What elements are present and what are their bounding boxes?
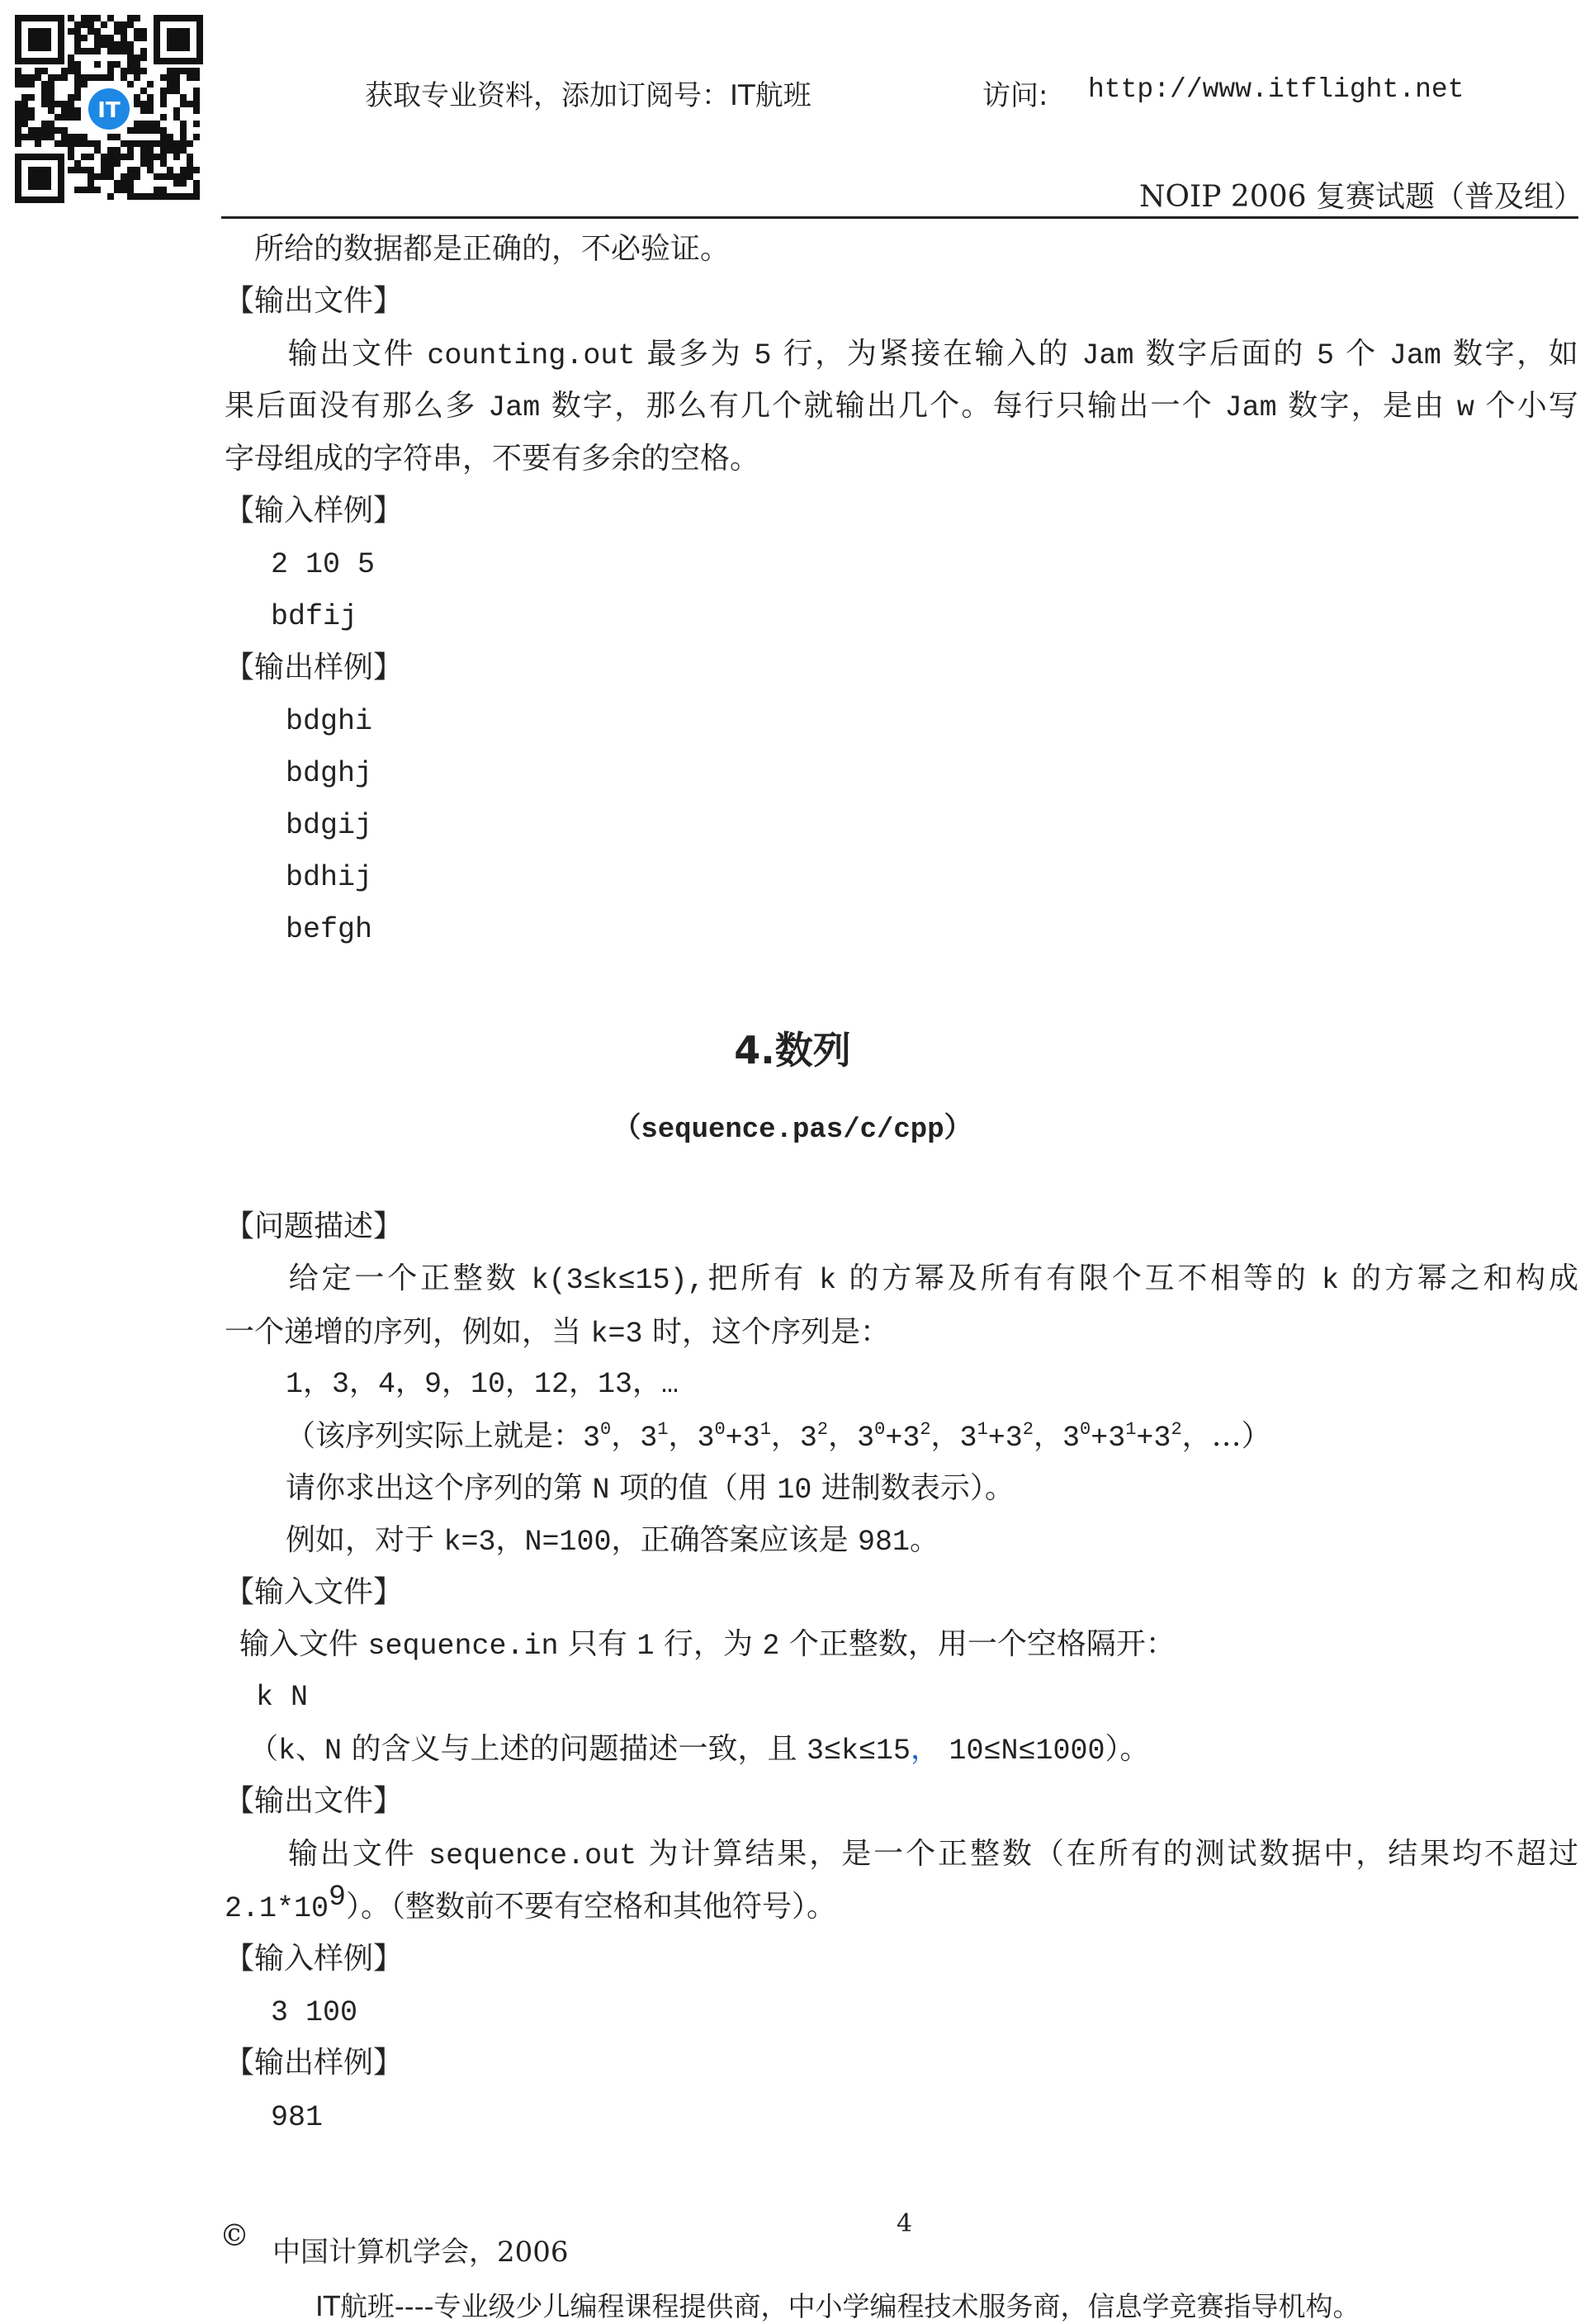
sequence-explanation: （该序列实际上就是：$3^0$，$3^1$，$3^0+3^1$，$3^2$，$3^0+3^2$，$3^1+3^2$，$3^0+3^1+3^2$，…） — [286, 1419, 1271, 1455]
header-rule — [221, 216, 1578, 219]
prev-output-file-heading: 【输出文件】 — [225, 284, 404, 318]
prev-input-sample-line: 2 10 5 — [271, 548, 376, 581]
copyright: 中国计算机学会，2006 — [272, 2236, 569, 2269]
request-line: 请你求出这个序列的第 N 项的值（用 10 进制数表示）。 — [286, 1471, 1015, 1507]
problem-title: 4.数列 — [734, 1028, 851, 1072]
exam-title: NOIP 2006 复赛试题（普及组） — [1139, 180, 1583, 214]
qr-code-image — [15, 15, 203, 203]
desc-line1: 给定一个正整数 k(3≤k≤15),把所有 k 的方幂及所有有限个互不相等的 k 的方幂之和构成 — [286, 1261, 1578, 1297]
svg-text:IT: IT — [97, 98, 121, 123]
copyright-symbol: © — [220, 2219, 249, 2253]
sequence-example: 1，3，4，9，10，12，13，… — [286, 1368, 679, 1401]
output-sample-heading: 【输出样例】 — [225, 2046, 404, 2080]
prev-output-sample-line: bdhij — [286, 861, 373, 894]
qr-finder-top-left — [15, 15, 64, 64]
desc-heading: 【问题描述】 — [225, 1209, 404, 1243]
example-line: 例如，对于 k=3，N=100，正确答案应该是 981。 — [286, 1523, 939, 1559]
prev-input-sample-line: bdfij — [271, 600, 358, 633]
constraint-line: （k、N 的含义与上述的问题描述一致，且 3≤k≤15， 10≤N≤1000）。 — [249, 1732, 1150, 1768]
qr-logo — [84, 84, 134, 134]
input-sample: 3 100 — [271, 1996, 358, 2029]
footer-tagline: IT航班----专业级少儿编程课程提供商，中小学编程技术服务商，信息学竞赛指导机构。 — [315, 2290, 1360, 2322]
header-visit-label: 访问: — [982, 79, 1048, 112]
prev-output-sample-line: bdgij — [286, 809, 373, 842]
header-url[interactable]: http://www.itflight.net — [1088, 74, 1464, 105]
prev-note: 所给的数据都是正确的，不必验证。 — [254, 232, 731, 266]
page-number: 4 — [897, 2209, 913, 2238]
prev-output-sample-line: bdghj — [286, 757, 373, 790]
prev-output-desc-line1: 输出文件 counting.out 最多为 5 行，为紧接在输入的 Jam 数字后面的 5 个 Jam 数字，如 — [286, 337, 1578, 372]
input-format: k N — [256, 1681, 309, 1714]
prev-output-sample-line: befgh — [286, 913, 373, 946]
input-desc: 输入文件 sequence.in 只有 1 行，为 2 个正整数，用一个空格隔开： — [239, 1627, 1176, 1663]
header-promo: 获取专业资料，添加订阅号：IT航班 — [365, 79, 811, 112]
output-file-heading: 【输出文件】 — [225, 1784, 404, 1818]
prev-output-desc-line3: 字母组成的字符串，不要有多余的空格。 — [225, 442, 760, 476]
prev-output-sample-heading: 【输出样例】 — [225, 651, 404, 684]
qr-finder-bottom-left — [15, 154, 64, 203]
problem-filename: （sequence.pas/c/cpp） — [613, 1115, 972, 1146]
prev-output-sample-line: bdghi — [286, 705, 373, 738]
prev-input-sample-heading: 【输入样例】 — [225, 494, 404, 528]
output-sample: 981 — [271, 2101, 324, 2134]
qr-finder-top-right — [154, 15, 203, 64]
qr-code — [15, 15, 203, 203]
power-terms: $3^0$，$3^1$，$3^0+3^1$，$3^2$，$3^0+3^2$，$3^1+3^2$，$3^0+3^1+3^2$ — [583, 1419, 1182, 1455]
input-sample-heading: 【输入样例】 — [225, 1942, 404, 1976]
prev-output-desc-line2: 果后面没有那么多 Jam 数字，那么有几个就输出几个。每行只输出一个 Jam 数字，是由 w 个小写 — [225, 389, 1578, 424]
desc-line2: 一个递增的序列，例如，当 k=3 时，这个序列是： — [225, 1315, 890, 1351]
output-desc-line2: $2.1*10^9$）。（整数前不要有空格和其他符号）。 — [225, 1881, 837, 1925]
input-file-heading: 【输入文件】 — [225, 1575, 404, 1609]
output-desc-line1: 输出文件 sequence.out 为计算结果，是一个正整数（在所有的测试数据中，结果均不超过 — [286, 1837, 1578, 1872]
